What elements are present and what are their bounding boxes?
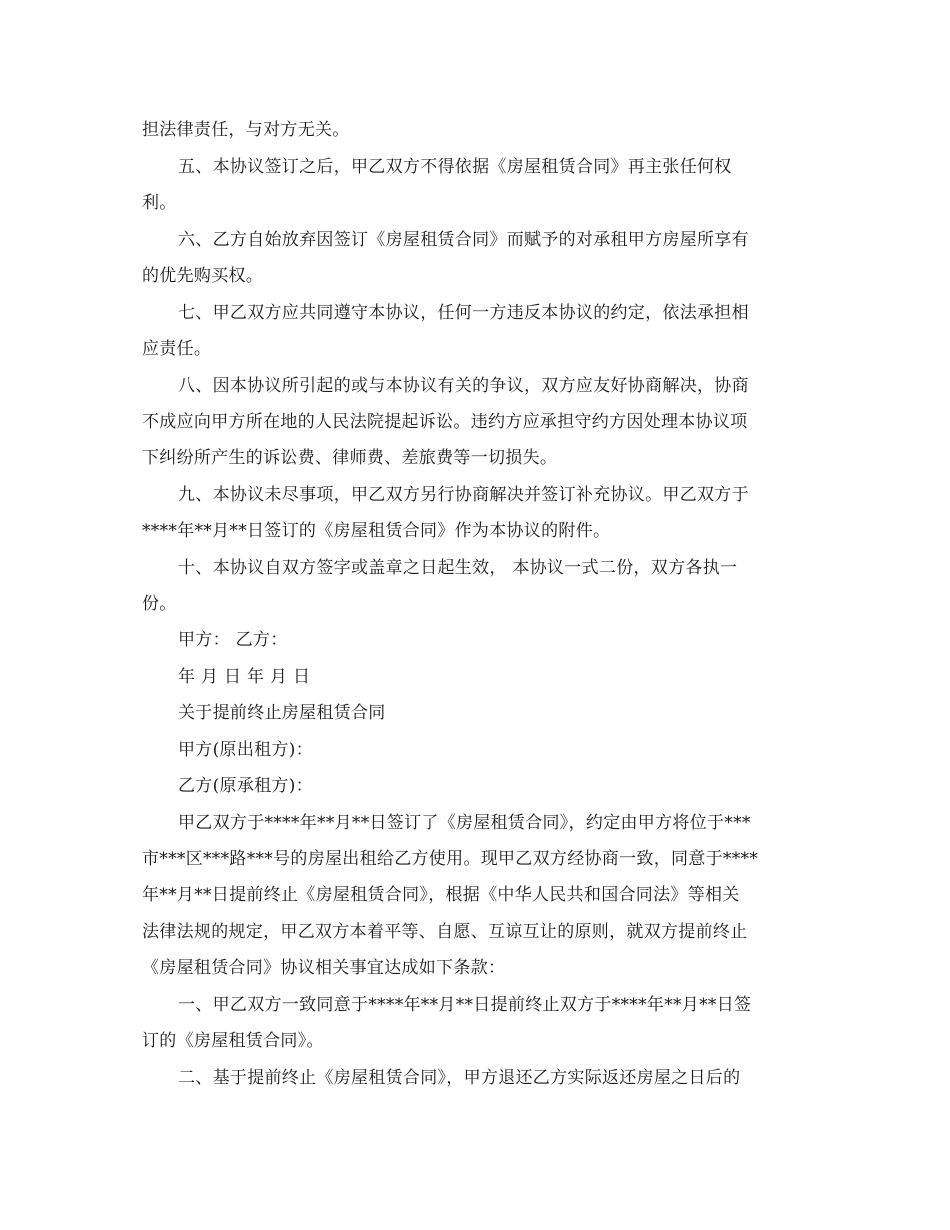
text-line: 订的《房屋租赁合同》。 <box>142 1031 324 1051</box>
text-line: 甲方： 乙方： <box>178 630 288 650</box>
text-line: 不成应向甲方所在地的人民法院提起诉讼。违约方应承担守约方因处理本协议项 <box>142 412 748 432</box>
text-line: 七、甲乙双方应共同遵守本协议，任何一方违反本协议的约定，依法承担相 <box>178 303 749 323</box>
text-line: 乙方(原承租方)： <box>178 776 313 796</box>
text-line: 甲方(原出租方)： <box>178 740 313 760</box>
text-line: 八、因本协议所引起的或与本协议有关的争议，双方应友好协商解决，协商 <box>178 376 749 396</box>
text-line: 十、本协议自双方签字或盖章之日起生效， 本协议一式二份，双方各执一 <box>178 558 738 578</box>
text-line: 甲乙双方于****年**月**日签订了《房屋租赁合同》，约定由甲方将位于*** <box>178 813 751 833</box>
text-line: 应责任。 <box>142 339 212 359</box>
text-line: ****年**月**日签订的《房屋租赁合同》作为本协议的附件。 <box>142 521 611 541</box>
text-line: 下纠纷所产生的诉讼费、律师费、差旅费等一切损失。 <box>142 448 558 468</box>
text-line: 市***区***路***号的房屋出租给乙方使用。现甲乙双方经协商一致，同意于**** <box>142 849 759 869</box>
text-line: 担法律责任，与对方无关。 <box>142 120 350 140</box>
text-line: 六、乙方自始放弃因签订《房屋租赁合同》而赋予的对承租甲方房屋所享有 <box>178 230 749 250</box>
text-line: 一、甲乙双方一致同意于****年**月**日提前终止双方于****年**月**日签 <box>178 995 752 1015</box>
text-line: 关于提前终止房屋租赁合同 <box>178 703 386 723</box>
text-line: 年**月**日提前终止《房屋租赁合同》，根据《中华人民共和国合同法》等相关 <box>142 885 740 905</box>
text-line: 年 月 日 年 月 日 <box>178 667 311 687</box>
text-line: 五、本协议签订之后，甲乙双方不得依据《房屋租赁合同》再主张任何权 <box>178 157 732 177</box>
text-line: 法律法规的规定，甲乙双方本着平等、自愿、互谅互让的原则，就双方提前终止 <box>142 922 748 942</box>
text-line: 《房屋租赁合同》协议相关事宜达成如下条款： <box>142 958 506 978</box>
text-line: 份。 <box>142 594 177 614</box>
text-line: 九、本协议未尽事项，甲乙双方另行协商解决并签订补充协议。甲乙双方于 <box>178 485 749 505</box>
text-line: 二、基于提前终止《房屋租赁合同》，甲方退还乙方实际返还房屋之日后的 <box>178 1068 741 1088</box>
text-line: 的优先购买权。 <box>142 266 264 286</box>
text-line: 利。 <box>142 193 177 213</box>
